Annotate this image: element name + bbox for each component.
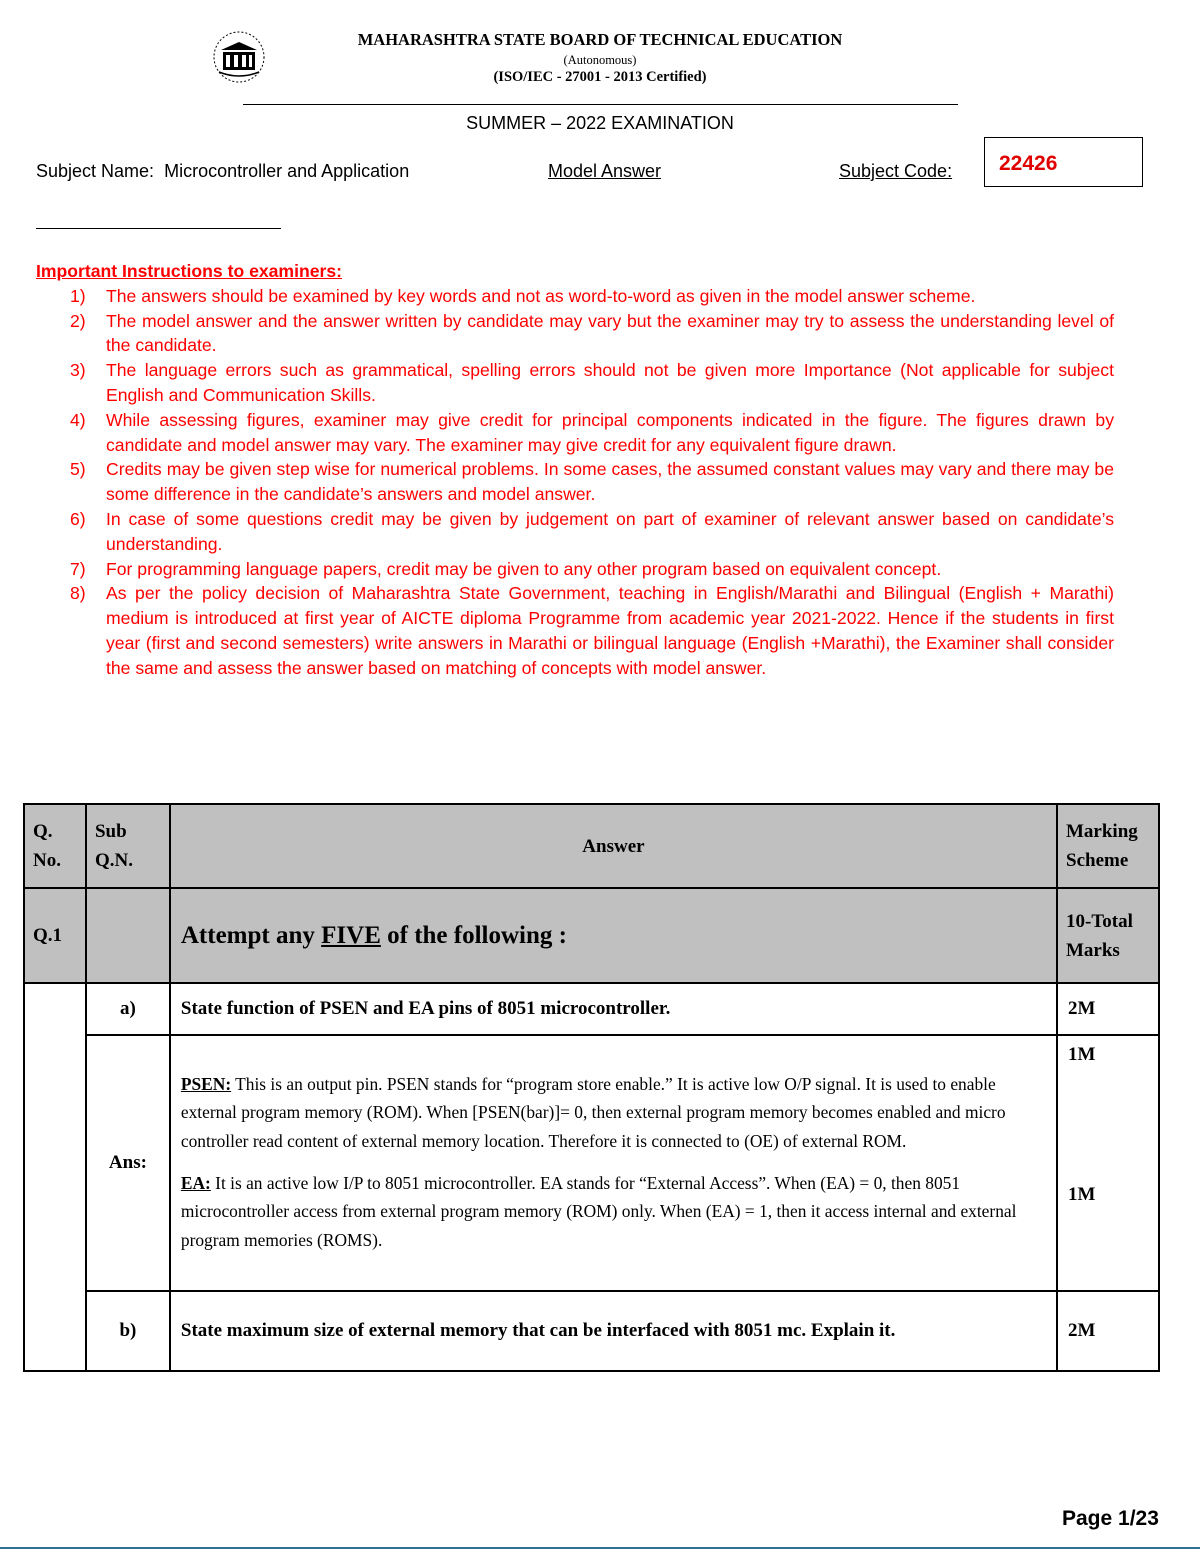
board-certification: (ISO/IEC - 27001 - 2013 Certified) [493, 69, 707, 85]
header-qno: Q. No. [24, 804, 86, 888]
answer-a-text [170, 1035, 1057, 1291]
question-b-row [24, 1291, 1159, 1371]
ea-marks: 1M [1068, 1184, 1096, 1205]
instruction-item: 7) For programming language papers, credit may be given to any other program based on equivalent concept. [70, 558, 942, 579]
q1-title: Attempt any FIVE of the following : [170, 888, 1057, 983]
instruction-item: 3) The language errors such as grammatical, spelling errors should not be given more Importance (Not applicable for subject English and Communication Skills. [70, 360, 1114, 405]
page-number: Page 1/23 [1062, 1507, 1159, 1530]
psen-paragraph: PSEN: This is an output pin. PSEN stands for “program store enable.” It is active low O/P signal. It is used to enable external program memory (ROM). When [PSEN(bar)]= 0, then external program memory becomes enabled and micro controller read content of external memory location. Therefore it is connected to (OE) of external ROM. [180, 1074, 1006, 1151]
instruction-item: 2) The model answer and the answer written by candidate may vary but the examiner may try to assess the understanding level of the candidate. [70, 310, 1114, 356]
qno-blank-cell [24, 983, 86, 1371]
subject-name-label: Subject Name: [36, 161, 155, 181]
instruction-item: 1) The answers should be examined by key words and not as word-to-word as given in the model answer scheme. [70, 285, 976, 306]
header-answer: Answer [170, 804, 1057, 888]
question-a-label: a) [86, 983, 170, 1035]
model-answer-label: Model Answer [548, 161, 662, 181]
q1-total-marks: 10-Total Marks [1057, 888, 1159, 983]
answer-a-marks [1057, 1035, 1159, 1291]
exam-title: SUMMER – 2022 EXAMINATION [466, 113, 734, 133]
subject-name-line [36, 161, 409, 182]
question-b-label: b) [86, 1291, 170, 1371]
header-divider [243, 104, 958, 105]
q1-row [24, 888, 1159, 983]
instructions-heading: Important Instructions to examiners: [36, 261, 342, 281]
question-a-text: State function of PSEN and EA pins of 8051 microcontroller. [170, 983, 1057, 1035]
instruction-item: 4) While assessing figures, examiner may give credit for principal components indicated in the figure. The figures drawn by candidate and model answer may vary. The examiner may give credit for any equivalent figure drawn. [70, 409, 1114, 455]
question-b-text: State maximum size of external memory that can be interfaced with 8051 mc. Explain it. [170, 1291, 1057, 1371]
q1-subqn-empty [86, 888, 170, 983]
instructions-list [36, 284, 1114, 681]
short-divider [36, 228, 281, 229]
subject-code-box [984, 137, 1143, 187]
subject-name: Microcontroller and Application [164, 161, 410, 181]
answer-table [23, 803, 1160, 1372]
instruction-item: 8) As per the policy decision of Maharashtra State Government, teaching in English/Marathi and Bilingual (English + Marathi) medium is introduced at first year of AICTE diploma Programme from academic year 2021-2022. Hence if the students in first year (first and second semesters) write answers in Marathi or bilingual language (English +Marathi), the Examiner shall consider the same and assess the answer based on matching of concepts with model answer. [70, 583, 1114, 678]
examiner-instructions [36, 259, 1114, 681]
header-subqn: Sub Q.N. [86, 804, 170, 888]
answer-label: Ans: [86, 1035, 170, 1291]
header-marking-scheme: Marking Scheme [1057, 804, 1159, 888]
table-header-row [24, 804, 1159, 888]
subject-code: 22426 [999, 152, 1058, 175]
answer-a-row [24, 1035, 1159, 1291]
instruction-item: 6) In case of some questions credit may be given by judgement on part of examiner of relevant answer based on candidate’s understanding. [70, 508, 1114, 554]
question-b-marks: 2M [1057, 1291, 1159, 1371]
instruction-item: 5) Credits may be given step wise for numerical problems. In some cases, the assumed constant values may vary and there may be some difference in the candidate’s answers and model answer. [70, 459, 1114, 505]
q1-label: Q.1 [24, 888, 86, 983]
board-autonomous: (Autonomous) [563, 53, 637, 67]
question-a-marks: 2M [1057, 983, 1159, 1035]
footer-divider [0, 1547, 1200, 1549]
psen-marks: 1M [1068, 1044, 1096, 1065]
subject-code-label: Subject Code: [839, 161, 953, 181]
board-name: MAHARASHTRA STATE BOARD OF TECHNICAL EDUCATION [357, 30, 843, 49]
question-a-row [24, 983, 1159, 1035]
ea-paragraph: EA: It is an active low I/P to 8051 microcontroller. EA stands for “External Access”. When (EA) = 0, then 8051 microcontroller access from external program memory (ROM) only. When (EA) = 1, then it access internal and external program memories (ROMS). [180, 1173, 1017, 1250]
